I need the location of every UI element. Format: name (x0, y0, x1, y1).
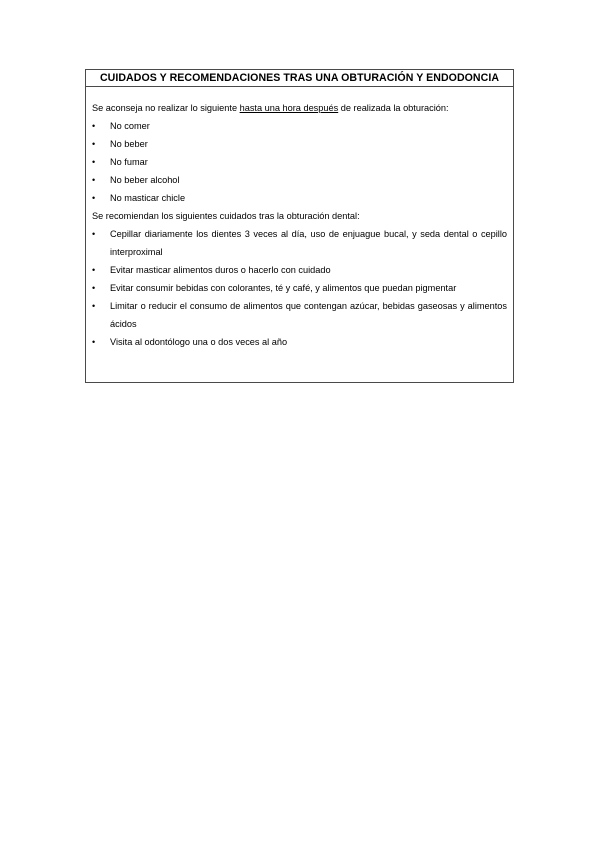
bullet-icon: • (92, 229, 96, 239)
list-item: • No fumar (92, 153, 507, 171)
list-item: • Evitar consumir bebidas con colorantes, té y café, y alimentos que puedan pigmentar (92, 279, 507, 297)
list-item: • Evitar masticar alimentos duros o hacerlo con cuidado (92, 261, 507, 279)
bullet-icon: • (92, 139, 96, 149)
bullet-icon: • (92, 175, 96, 185)
care-instructions-box (85, 69, 514, 383)
list-item: • Visita al odontólogo una o dos veces al año (92, 333, 507, 351)
intro-text-before: Se aconseja no realizar lo siguiente (92, 103, 240, 113)
intro-underlined-text: hasta una hora después (239, 103, 339, 113)
bullet-icon: • (92, 121, 96, 131)
bullet-icon: • (92, 157, 96, 167)
avoid-list (92, 117, 507, 207)
list-item: • No beber (92, 135, 507, 153)
intro-paragraph (92, 99, 507, 117)
bullet-icon: • (92, 337, 96, 347)
care-list (92, 225, 507, 351)
document-content (86, 87, 513, 351)
list-item: • Cepillar diariamente los dientes 3 veces al día, uso de enjuague bucal, y seda dental o cepillo interproximal (92, 225, 507, 261)
bullet-icon: • (92, 301, 96, 311)
bullet-icon: • (92, 193, 96, 203)
list-item: • No masticar chicle (92, 189, 507, 207)
intro-text-after: de realizada la obturación: (338, 103, 449, 113)
bullet-icon: • (92, 283, 96, 293)
document-title: CUIDADOS Y RECOMENDACIONES TRAS UNA OBTURACIÓN Y ENDODONCIA (86, 70, 513, 87)
list-item: • No comer (92, 117, 507, 135)
list-item: • No beber alcohol (92, 171, 507, 189)
list-item: • Limitar o reducir el consumo de alimentos que contengan azúcar, bebidas gaseosas y alimentos ácidos (92, 297, 507, 333)
bullet-icon: • (92, 265, 96, 275)
care-intro-paragraph: Se recomiendan los siguientes cuidados tras la obturación dental: (92, 211, 360, 221)
